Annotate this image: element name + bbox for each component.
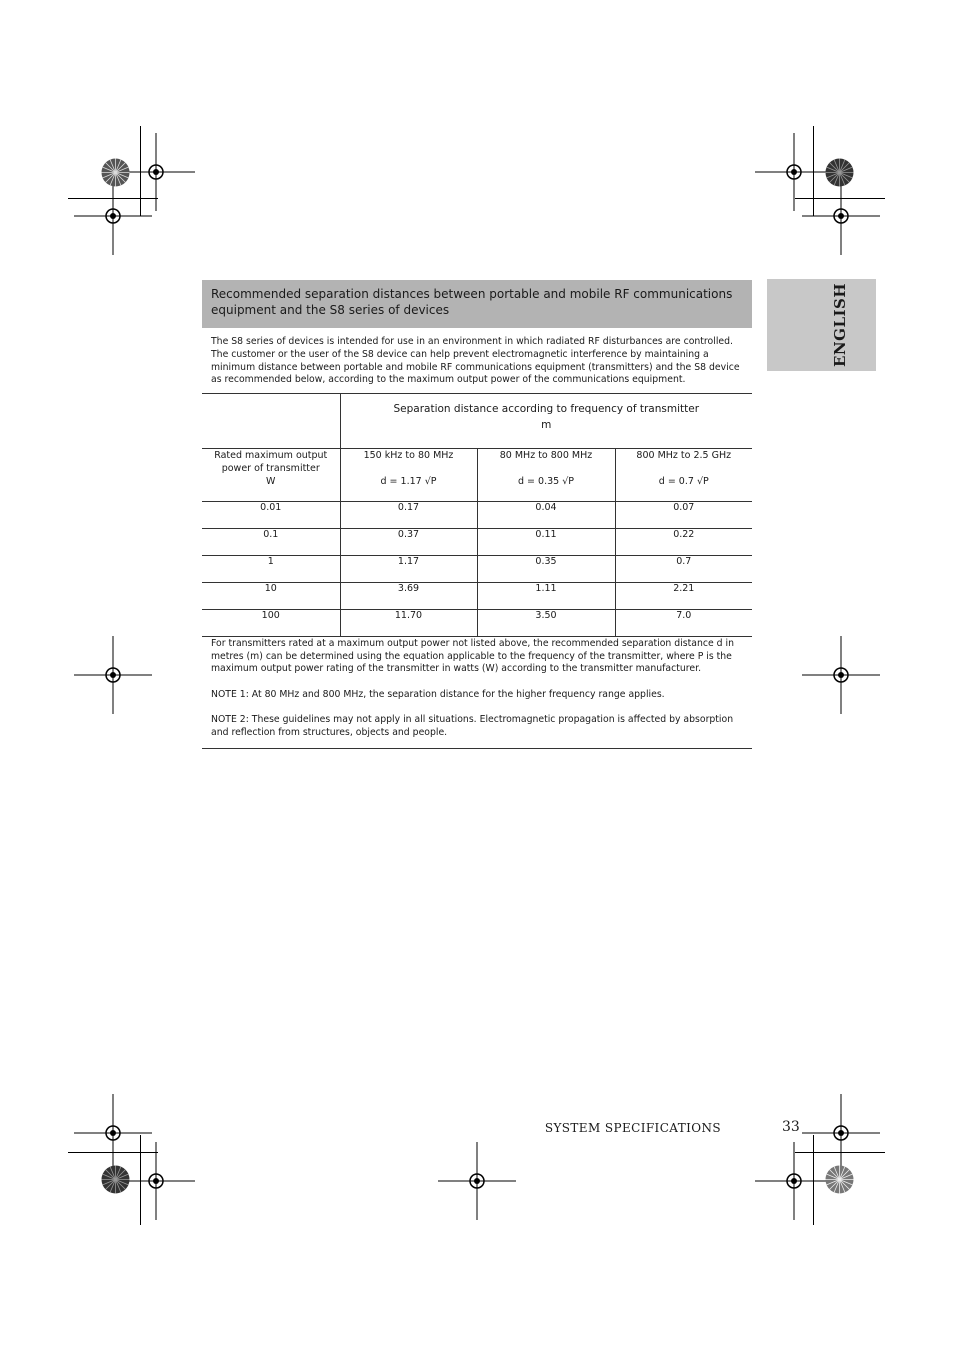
registration-mark-icon xyxy=(802,177,880,255)
table-cell: 11.70 xyxy=(340,610,477,637)
starburst-target-icon xyxy=(825,1165,854,1194)
table-cell: 0.04 xyxy=(477,502,615,529)
table-cell: 0.01 xyxy=(202,502,340,529)
separation-header-unit: m xyxy=(541,419,552,431)
band-formula: d = 0.35 √P xyxy=(518,476,574,487)
note-paragraph: For transmitters rated at a maximum output power not listed above, the recommended separation distance d in metres (m) can be determined using the equation applicable to the frequency of the transmitter, where P is the maximum output power rating of the transmitter in watts (W) according to the transmitter manufacturer. xyxy=(211,638,734,675)
table-cell: 0.07 xyxy=(615,502,752,529)
registration-mark-icon xyxy=(74,177,152,255)
starburst-target-icon xyxy=(825,158,854,187)
band-formula: d = 1.17 √P xyxy=(380,476,437,487)
notes-section xyxy=(211,638,746,753)
table-cell: 7.0 xyxy=(615,610,752,637)
band-header-cell xyxy=(340,449,477,502)
footer-section-title: SYSTEM SPECIFICATIONS xyxy=(544,1121,721,1135)
power-header-unit: W xyxy=(266,476,276,487)
registration-mark-icon xyxy=(74,636,152,714)
table-row xyxy=(202,556,752,583)
section-title: Recommended separation distances between portable and mobile RF communications equipment and the S8 series of devices xyxy=(202,280,752,328)
bottom-rule xyxy=(202,748,752,749)
table-cell: 0.17 xyxy=(340,502,477,529)
band-range: 800 MHz to 2.5 GHz xyxy=(636,450,732,461)
separation-distance-table xyxy=(202,393,752,637)
language-tab xyxy=(767,279,876,371)
table-cell: 3.50 xyxy=(477,610,615,637)
table-cell: 0.7 xyxy=(615,556,752,583)
header-blank-cell xyxy=(202,394,340,449)
note-paragraph: NOTE 1: At 80 MHz and 800 MHz, the separation distance for the higher frequency range applies. xyxy=(211,688,665,700)
table-row xyxy=(202,610,752,637)
intro-paragraph: The S8 series of devices is intended for use in an environment in which radiated RF disturbances are controlled. The customer or the user of the S8 device can help prevent electromagnetic interference by maintaining a minimum distance between portable and mobile RF communications equipment (transmitters) and the S8 device as recommended below, according to the maximum output power of the communications equipment. xyxy=(211,336,740,386)
table-row xyxy=(202,583,752,610)
band-range: 150 kHz to 80 MHz xyxy=(363,450,454,461)
table-header-row xyxy=(202,394,752,449)
language-tab-label: ENGLISH xyxy=(831,282,849,368)
separation-header-title: Separation distance according to frequency of transmitter xyxy=(393,403,700,415)
table-cell: 1.11 xyxy=(477,583,615,610)
power-header-line1: Rated maximum output xyxy=(214,450,328,461)
band-header-cell xyxy=(477,449,615,502)
power-header-line2: power of transmitter xyxy=(221,463,320,474)
table-cell: 0.11 xyxy=(477,529,615,556)
table-cell: 10 xyxy=(202,583,340,610)
table-cell: 1 xyxy=(202,556,340,583)
power-header-cell xyxy=(202,449,340,502)
starburst-target-icon xyxy=(101,158,130,187)
table-cell: 100 xyxy=(202,610,340,637)
table-cell: 0.35 xyxy=(477,556,615,583)
starburst-target-icon xyxy=(101,1165,130,1194)
registration-mark-icon xyxy=(755,1142,833,1220)
separation-header-cell xyxy=(340,394,752,449)
table-subheader-row xyxy=(202,449,752,502)
table-row xyxy=(202,529,752,556)
table-cell: 2.21 xyxy=(615,583,752,610)
table-cell: 3.69 xyxy=(340,583,477,610)
note-paragraph: NOTE 2: These guidelines may not apply in all situations. Electromagnetic propagation is affected by absorption and reflection from structures, objects and people. xyxy=(211,714,734,738)
band-formula: d = 0.7 √P xyxy=(658,476,709,487)
table-cell: 0.22 xyxy=(615,529,752,556)
registration-mark-icon xyxy=(438,1142,516,1220)
table-row xyxy=(202,502,752,529)
band-header-cell xyxy=(615,449,752,502)
band-range: 80 MHz to 800 MHz xyxy=(499,450,593,461)
registration-mark-icon xyxy=(802,636,880,714)
table-cell: 0.37 xyxy=(340,529,477,556)
table-cell: 1.17 xyxy=(340,556,477,583)
page-number: 33 xyxy=(782,1119,800,1135)
table-cell: 0.1 xyxy=(202,529,340,556)
